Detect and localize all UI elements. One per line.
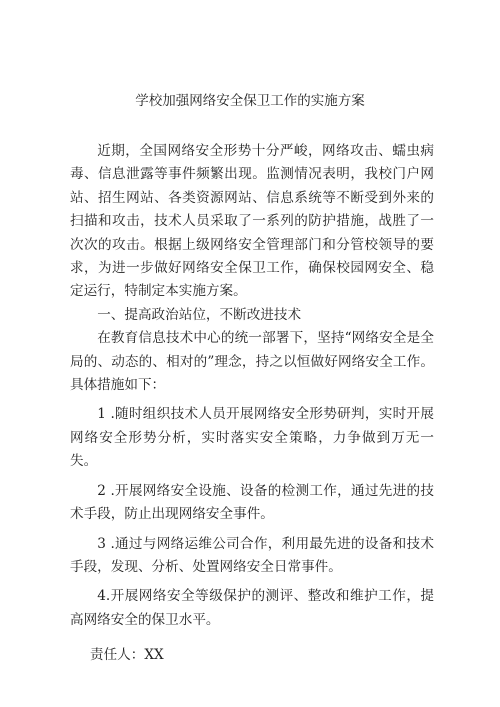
responsible-person: 责任人：XX: [90, 647, 164, 664]
document-body: [70, 140, 434, 668]
list-item: 2 .开展网络安全设施、设备的检测工作，通过先进的技术手段，防止出现网络安全事件。: [70, 482, 434, 523]
intro-paragraph: 近期，全国网络安全形势十分严峻，网络攻击、蠕虫病毒、信息泄露等事件频繁出现。监测情况表明，我校门户网站、招生网站、各类资源网站、信息系统等不断受到外来的扫描和攻击，技术人员采取了一系列的防护措施，战胜了一次次的攻击。根据上级网络安全管理部门和分管校领导的要求，为进一步做好网络安全保卫工作，确保校园网安全、稳定运行，特制定本实施方案。: [70, 143, 434, 300]
list-item: 1 .随时组织技术人员开展网络安全形势研判，实时开展网络安全形势分析，实时落实安全策略，力争做到万无一失。: [70, 406, 434, 470]
document-title: 学校加强网络安全保卫工作的实施方案: [135, 93, 365, 109]
list-item: 3 .通过与网络运维公司合作，利用最先进的设备和技术手段，发现、分析、处置网络安全日常事件。: [70, 535, 434, 575]
list-item: 4.开展网络安全等级保护的测评、整改和维护工作，提高网络安全的保卫水平。: [70, 588, 434, 628]
section-lead-paragraph: 在教育信息技术中心的统一部署下，坚持“网络安全是全局的、动态的、相对的”理念，持之以恒做好网络安全工作。具体措施如下：: [70, 330, 434, 394]
section-heading: 一、提高政治站位，不断改进技术: [97, 306, 302, 323]
